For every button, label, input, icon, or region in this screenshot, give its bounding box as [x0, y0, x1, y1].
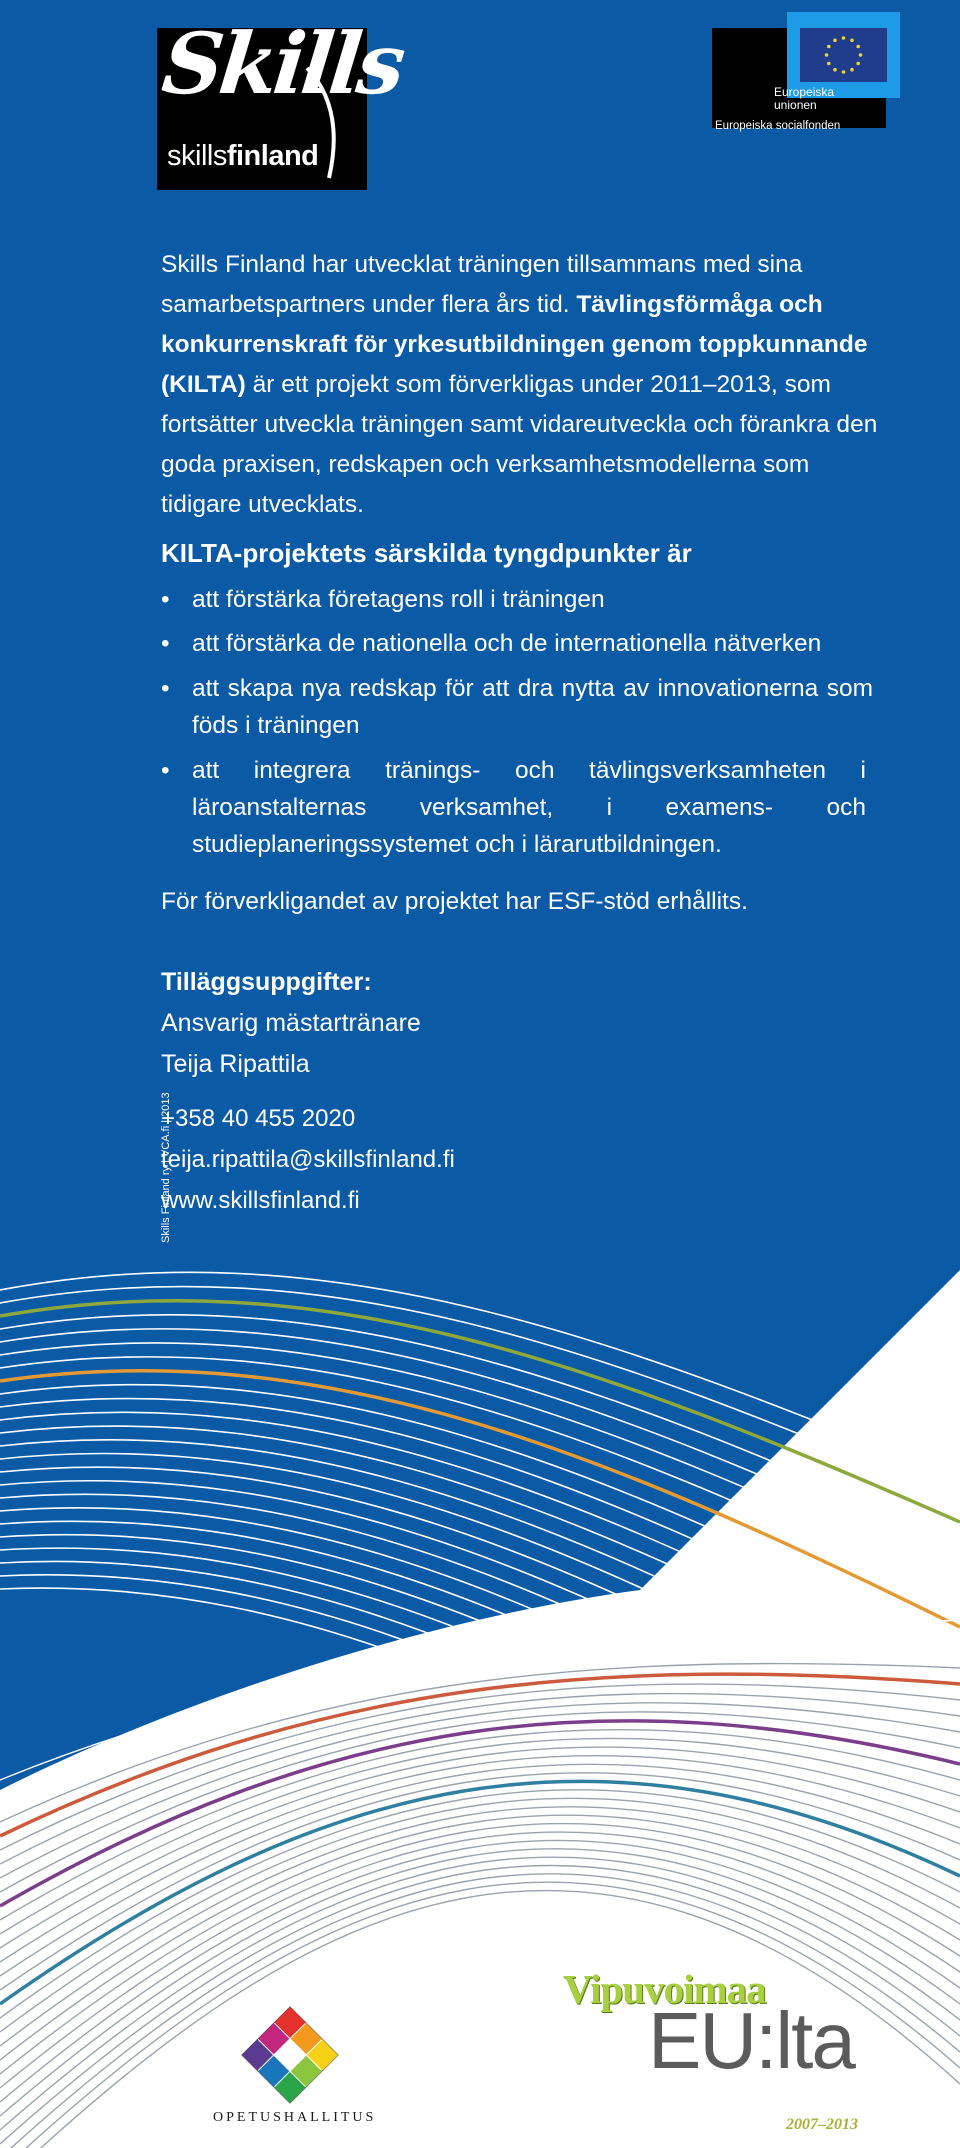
skills-logo-subtitle — [167, 140, 318, 173]
intro-text-1: Skills Finland har utvecklat träningen tillsammans med sina samarbetspartners under flera års tid. — [161, 251, 803, 318]
focus-item: • att förstärka de nationella och de internationella nätverken — [161, 625, 873, 662]
eu-star — [856, 62, 860, 66]
skills-logo-subtitle-light: skills — [167, 140, 227, 172]
opetushallitus-logo — [210, 2005, 377, 2135]
eu-fund-label: Europeiska socialfonden — [715, 120, 841, 132]
credit-line: Skills Finland ry | VCA.fi | 2013 — [160, 1092, 172, 1243]
skills-finland-logo — [157, 14, 407, 190]
contact-phone: +358 40 455 2020 — [161, 1105, 356, 1132]
eu-star — [833, 68, 837, 72]
intro-text-2: är ett projekt som förverkligas under 2011–2013, som fortsätter utveckla träningen samt vidareutveckla och förankra den goda praxisen, redskapen och verksamhetsmodellerna som tidigare utvecklats. — [161, 371, 878, 518]
eu-flag-icon — [800, 28, 887, 82]
vipuvoimaa-years: 2007–2013 — [786, 2116, 858, 2133]
contact-role: Ansvarig mästartränare — [161, 1009, 421, 1037]
eu-star — [856, 45, 860, 49]
eu-star — [825, 53, 829, 57]
focus-heading: KILTA-projektets särskilda tyngdpunkter är — [161, 538, 692, 568]
contact-name: Teija Ripattila — [161, 1050, 310, 1078]
focus-item: • att integrera tränings- och tävlingsverksamheten i läroanstalternas verksamhet, i examens- och studieplaneringssystemet och i lärarutbildningen. — [161, 752, 866, 863]
opetushallitus-label: OPETUSHALLITUS — [213, 2110, 377, 2125]
eu-stars-icon — [800, 28, 887, 82]
vipuvoimaa-label: Vipuvoimaa — [563, 1966, 766, 2012]
eu-union-label: Europeiska unionen — [774, 85, 835, 112]
vipuvoimaa-logo — [560, 1965, 890, 2145]
eu-star — [842, 70, 846, 74]
eu-star — [842, 36, 846, 40]
focus-item: • att skapa nya redskap för att dra nytta av innovationerna som föds i träningen — [161, 670, 873, 744]
eu-star — [827, 45, 831, 49]
eu-star — [859, 53, 863, 57]
focus-item: • att förstärka företagens roll i träningen — [161, 581, 873, 618]
skills-logo-script: Skills — [157, 14, 407, 113]
eu-star — [850, 68, 854, 72]
esf-statement: För förverkligandet av projektet har ESF-stöd erhållits. — [161, 888, 748, 915]
eu-star — [827, 62, 831, 66]
eu-star — [833, 39, 837, 43]
intro-paragraph — [161, 245, 881, 525]
contact-email-link[interactable]: teija.ripattila@skillsfinland.fi — [161, 1146, 455, 1173]
intro-project-name: Tävlingsförmåga och konkurrenskraft för yrkesutbildningen genom toppkunnande (KILTA) — [161, 291, 868, 398]
contact-website-link[interactable]: www.skillsfinland.fi — [161, 1187, 360, 1214]
eu-lta-label: EU:lta — [648, 1996, 854, 2085]
eu-star — [850, 39, 854, 43]
opetushallitus-diamond-icon — [210, 2005, 370, 2105]
skills-logo-subtitle-bold: finland — [226, 140, 319, 172]
eu-logo — [712, 12, 900, 132]
contact-heading: Tilläggsuppgifter: — [161, 968, 372, 996]
focus-list — [161, 581, 873, 863]
